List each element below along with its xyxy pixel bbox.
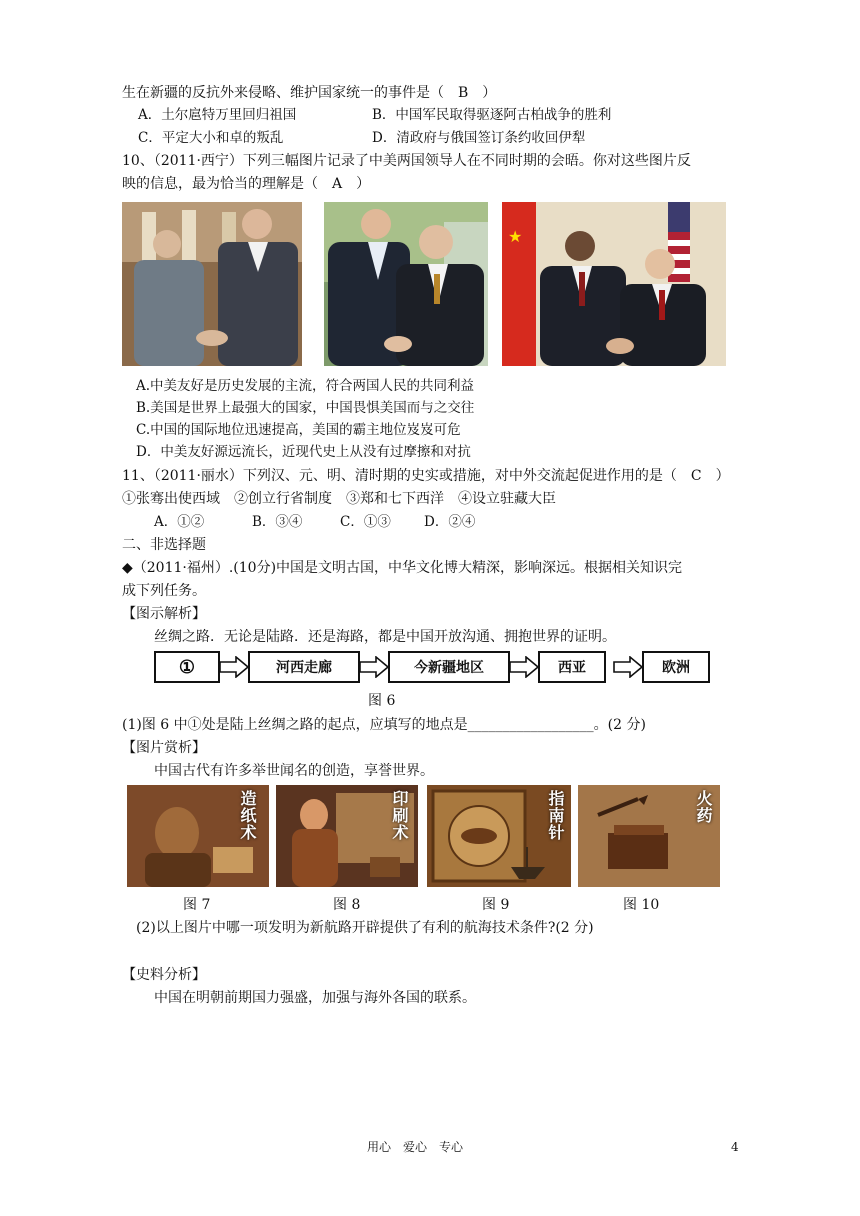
q11-stem: 11、（2011·丽水）下列汉、元、明、清时期的史实或措施，对中外交流起促进作用的是（ C ） [122, 468, 730, 484]
q11-option-a: A．①② [154, 514, 205, 530]
flow-box-hexi-corridor: 河西走廊 [248, 651, 360, 683]
q10-option-b: B.美国是世界上最强大的国家，中国畏惧美国而与之交往 [136, 400, 475, 416]
q10-option-d: D．中美友好源远流长，近现代史上从没有过摩擦和对抗 [136, 444, 471, 460]
footer-motto: 用心 爱心 专心 [367, 1140, 464, 1154]
label-papermaking: 造纸术 [238, 790, 257, 841]
arrow-icon [509, 656, 539, 678]
photo-bush-jiang [324, 202, 488, 366]
silk-road-text: 丝绸之路．无论是陆路．还是海路，都是中国开放沟通、拥抱世界的证明。 [154, 629, 616, 645]
arrow-icon [219, 656, 249, 678]
q9-option-b: B．中国军民取得驱逐阿古柏战争的胜利 [372, 107, 612, 123]
q9-stem: 生在新疆的反抗外来侵略、维护国家统一的事件是（ B ） [122, 85, 497, 101]
figure8-caption: 图 8 [333, 897, 361, 913]
q10-stem-line1: 10、（2011·西宁）下列三幅图片记录了中美两国领导人在不同时期的会晤。你对这些图片反 [122, 153, 691, 169]
inventions-text: 中国古代有许多举世闻名的创造，享誉世界。 [154, 763, 434, 779]
flow-box-xinjiang: 今新疆地区 [388, 651, 510, 683]
q9-option-c: C．平定大小和卓的叛乱 [138, 130, 284, 146]
q10-option-a: A.中美友好是历史发展的主流，符合两国人民的共同利益 [136, 378, 475, 394]
q11-option-d: D．②④ [424, 514, 476, 530]
q12-question2: (2)以上图片中哪一项发明为新航路开辟提供了有利的航海技术条件?(2 分) [136, 920, 594, 936]
label-compass: 指南针 [546, 790, 565, 841]
q12-intro-line2: 成下列任务。 [122, 583, 206, 599]
figure6-caption: 图 6 [368, 693, 396, 709]
q12-intro-line1: ◆（2011·福州）.(10分)中国是文明古国，中华文化博大精深，影响深远。根据相关知识完 [122, 560, 683, 576]
photo-obama-hu [502, 202, 726, 366]
label-printing: 印刷术 [390, 790, 409, 841]
svg-text:★: ★ [508, 227, 523, 246]
q12-question1: (1)图 6 中①处是陆上丝绸之路的起点，应填写的地点是__________________。(2 分) [122, 717, 646, 733]
page-number: 4 [731, 1140, 739, 1154]
flow-box-start: ① [154, 651, 220, 683]
flow-box-europe: 欧洲 [642, 651, 710, 683]
flow-box-west-asia: 西亚 [538, 651, 606, 683]
q11-option-c: C．①③ [340, 514, 391, 530]
q9-option-a: A．土尔扈特万里回归祖国 [138, 107, 297, 123]
figure10-caption: 图 10 [623, 897, 660, 913]
subsection-diagram-title: 【图示解析】 [122, 606, 206, 622]
arrow-icon [359, 656, 389, 678]
q10-option-c: C.中国的国际地位迅速提高，美国的霸主地位岌岌可危 [136, 422, 461, 438]
q11-items: ①张骞出使西域 ②创立行省制度 ③郑和七下西洋 ④设立驻藏大臣 [122, 491, 556, 507]
subsection-pictures-title: 【图片赏析】 [122, 740, 206, 756]
q11-option-b: B．③④ [252, 514, 303, 530]
q9-option-d: D．清政府与俄国签订条约收回伊犁 [372, 130, 586, 146]
photo-zhou-nixon [122, 202, 302, 366]
figure7-caption: 图 7 [183, 897, 211, 913]
q10-stem-line2: 映的信息，最为恰当的理解是（ A ） [122, 176, 371, 192]
arrow-icon [613, 656, 643, 678]
label-gunpowder: 火药 [694, 790, 713, 824]
subsection-source-title: 【史料分析】 [122, 967, 206, 983]
figure9-caption: 图 9 [482, 897, 510, 913]
section-title-nonchoice: 二、非选择题 [122, 537, 206, 553]
source-text: 中国在明朝前期国力强盛，加强与海外各国的联系。 [154, 990, 476, 1006]
